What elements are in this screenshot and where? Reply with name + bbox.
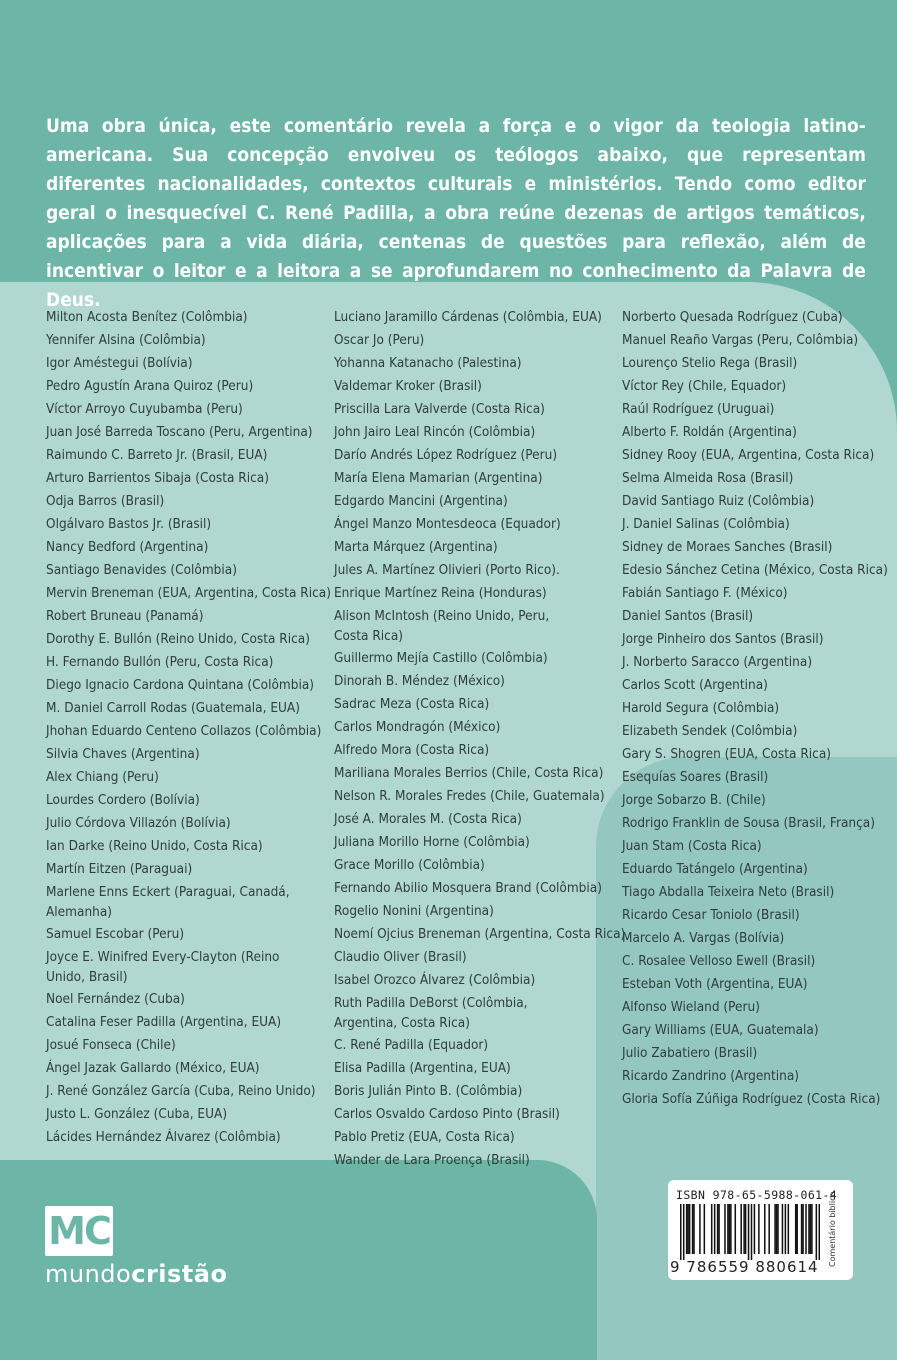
barcode-bar	[788, 1204, 790, 1254]
author-entry: Sidney Rooy (EUA, Argentina, Costa Rica)	[622, 447, 875, 463]
barcode-bar	[718, 1204, 720, 1254]
barcode-bar	[699, 1204, 701, 1254]
author-entry: J. René González García (Cuba, Reino Unido)	[46, 1083, 316, 1099]
authors-column-3	[622, 306, 897, 1111]
barcode-bars	[680, 1204, 820, 1260]
barcode-bar	[692, 1204, 694, 1254]
author-entry: Isabel Orozco Álvarez (Colômbia)	[334, 972, 536, 988]
author-entry: Ángel Manzo Montesdeoca (Equador)	[334, 516, 561, 532]
author-entry: Esteban Voth (Argentina, EUA)	[622, 976, 808, 992]
author-entry: Robert Bruneau (Panamá)	[46, 608, 204, 624]
author-entry: Wander de Lara Proença (Brasil)	[334, 1152, 530, 1168]
author-entry: Carlos Scott (Argentina)	[622, 677, 768, 693]
barcode-bar	[810, 1204, 812, 1254]
barcode-bar	[777, 1204, 779, 1254]
author-entry: Raimundo C. Barreto Jr. (Brasil, EUA)	[46, 447, 268, 463]
author-entry: Carlos Mondragón (México)	[334, 719, 501, 735]
publisher-wordmark	[45, 1260, 227, 1288]
author-entry: Edesio Sánchez Cetina (México, Costa Rica)	[622, 562, 888, 578]
author-entry: J. Norberto Saracco (Argentina)	[622, 654, 813, 670]
author-entry: Carlos Osvaldo Cardoso Pinto (Brasil)	[334, 1106, 560, 1122]
barcode-bar	[802, 1204, 804, 1254]
author-entry: Jules A. Martínez Olivieri (Porto Rico).	[334, 562, 560, 578]
author-entry: Igor Améstegui (Bolívia)	[46, 355, 193, 371]
author-entry: Mariliana Morales Berrios (Chile, Costa Rica)	[334, 765, 604, 781]
author-entry: Milton Acosta Benítez (Colômbia)	[46, 309, 248, 325]
authors-column-1	[46, 306, 363, 1149]
author-entry: Catalina Feser Padilla (Argentina, EUA)	[46, 1014, 282, 1030]
author-entry: Víctor Arroyo Cuyubamba (Peru)	[46, 401, 243, 417]
author-entry: Diego Ignacio Cardona Quintana (Colômbia)	[46, 677, 315, 693]
author-entry: Guillermo Mejía Castillo (Colômbia)	[334, 650, 548, 666]
barcode-side-label: Comentário bíblico	[828, 1192, 837, 1268]
author-entry: M. Daniel Carroll Rodas (Guatemala, EUA)	[46, 700, 300, 716]
author-entry: Ricardo Cesar Toniolo (Brasil)	[622, 907, 800, 923]
author-entry: Julio Zabatiero (Brasil)	[622, 1045, 758, 1061]
author-entry: Odja Barros (Brasil)	[46, 493, 165, 509]
author-entry: Lourdes Cordero (Bolívia)	[46, 792, 200, 808]
author-entry: Juliana Morillo Horne (Colômbia)	[334, 834, 530, 850]
author-entry: Valdemar Kroker (Brasil)	[334, 378, 482, 394]
author-entry: Daniel Santos (Brasil)	[622, 608, 754, 624]
author-entry: María Elena Mamarian (Argentina)	[334, 470, 543, 486]
author-entry: Yohanna Katanacho (Palestina)	[334, 355, 522, 371]
authors-column-2	[334, 306, 658, 1172]
barcode-bar	[764, 1204, 766, 1254]
barcode-bar	[727, 1204, 729, 1254]
barcode-bar	[714, 1204, 716, 1254]
author-entry: Ruth Padilla DeBorst (Colômbia, Argentina, Costa Rica)	[334, 995, 528, 1031]
author-entry: Santiago Benavides (Colômbia)	[46, 562, 237, 578]
author-entry: Alex Chiang (Peru)	[46, 769, 159, 785]
author-entry: C. René Padilla (Equador)	[334, 1037, 489, 1053]
barcode-bar	[782, 1204, 784, 1254]
author-entry: Gary Williams (EUA, Guatemala)	[622, 1022, 819, 1038]
barcode-bar	[717, 1204, 719, 1254]
barcode-bar	[776, 1204, 778, 1254]
author-entry: Noemí Ojcius Breneman (Argentina, Costa Rica)	[334, 926, 626, 942]
wordmark-light: mundo	[45, 1260, 132, 1288]
barcode-bar	[687, 1204, 689, 1254]
author-entry: Enrique Martínez Reina (Honduras)	[334, 585, 547, 601]
barcode-bar	[774, 1204, 776, 1254]
author-entry: Yennifer Alsina (Colômbia)	[46, 332, 206, 348]
barcode-bar	[816, 1204, 818, 1260]
author-entry: Sidney de Moraes Sanches (Brasil)	[622, 539, 833, 555]
author-entry: Joyce E. Winifred Every-Clayton (Reino Unido, Brasil)	[46, 949, 280, 985]
author-entry: Pedro Agustín Arana Quiroz (Peru)	[46, 378, 254, 394]
author-entry: Esequías Soares (Brasil)	[622, 769, 769, 785]
author-entry: Lourenço Stelio Rega (Brasil)	[622, 355, 798, 371]
barcode-bar	[808, 1204, 810, 1254]
author-entry: John Jairo Leal Rincón (Colômbia)	[334, 424, 536, 440]
author-entry: Elisa Padilla (Argentina, EUA)	[334, 1060, 511, 1076]
author-entry: Marcelo A. Vargas (Bolívia)	[622, 930, 785, 946]
author-entry: Samuel Escobar (Peru)	[46, 926, 185, 942]
author-entry: Eduardo Tatángelo (Argentina)	[622, 861, 808, 877]
author-entry: Arturo Barrientos Sibaja (Costa Rica)	[46, 470, 269, 486]
barcode-bar	[785, 1204, 787, 1254]
author-entry: Jorge Pinheiro dos Santos (Brasil)	[622, 631, 824, 647]
author-entry: J. Daniel Salinas (Colômbia)	[622, 516, 790, 532]
barcode-bar	[801, 1204, 803, 1254]
author-entry: Silvia Chaves (Argentina)	[46, 746, 200, 762]
barcode-bar	[811, 1204, 813, 1254]
barcode-bar	[745, 1204, 747, 1254]
author-entry: Dorothy E. Bullón (Reino Unido, Costa Rica)	[46, 631, 310, 647]
author-entry: Víctor Rey (Chile, Equador)	[622, 378, 787, 394]
author-entry: Alfredo Mora (Costa Rica)	[334, 742, 490, 758]
author-entry: Priscilla Lara Valverde (Costa Rica)	[334, 401, 545, 417]
author-entry: Alfonso Wieland (Peru)	[622, 999, 760, 1015]
barcode-bar	[751, 1204, 753, 1260]
author-entry: Selma Almeida Rosa (Brasil)	[622, 470, 794, 486]
author-entry: Olgálvaro Bastos Jr. (Brasil)	[46, 516, 212, 532]
author-entry: Justo L. González (Cuba, EUA)	[46, 1106, 228, 1122]
barcode-bar	[740, 1204, 742, 1254]
author-entry: Dinorah B. Méndez (México)	[334, 673, 505, 689]
author-entry: Nelson R. Morales Fredes (Chile, Guatemala)	[334, 788, 605, 804]
author-entry: Sadrac Meza (Costa Rica)	[334, 696, 490, 712]
author-entry: Fabián Santiago F. (México)	[622, 585, 788, 601]
mc-logo-mark: MC	[45, 1206, 113, 1256]
author-entry: Ángel Jazak Gallardo (México, EUA)	[46, 1060, 260, 1076]
author-entry: Nancy Bedford (Argentina)	[46, 539, 209, 555]
author-entry: Rogelio Nonini (Argentina)	[334, 903, 494, 919]
barcode-bar	[796, 1204, 798, 1254]
author-entry: Ricardo Zandrino (Argentina)	[622, 1068, 800, 1084]
author-entry: C. Rosalee Velloso Ewell (Brasil)	[622, 953, 816, 969]
barcode-bar	[743, 1204, 745, 1254]
barcode-bar	[768, 1204, 770, 1254]
author-entry: Josué Fonseca (Chile)	[46, 1037, 176, 1053]
author-entry: Claudio Oliver (Brasil)	[334, 949, 467, 965]
author-entry: Julio Córdova Villazón (Bolívia)	[46, 815, 231, 831]
author-entry: Jorge Sobarzo B. (Chile)	[622, 792, 766, 808]
author-entry: Grace Morillo (Colômbia)	[334, 857, 485, 873]
barcode-bar	[819, 1204, 820, 1260]
author-entry: Harold Segura (Colômbia)	[622, 700, 780, 716]
author-entry: Boris Julián Pinto B. (Colômbia)	[334, 1083, 523, 1099]
barcode-bar	[693, 1204, 695, 1254]
author-entry: Darío Andrés López Rodríguez (Peru)	[334, 447, 558, 463]
author-entry: Elizabeth Sendek (Colômbia)	[622, 723, 798, 739]
author-entry: Tiago Abdalla Teixeira Neto (Brasil)	[622, 884, 835, 900]
author-entry: Juan José Barreda Toscano (Peru, Argentina)	[46, 424, 313, 440]
author-entry: Luciano Jaramillo Cárdenas (Colômbia, EUA)	[334, 309, 602, 325]
author-entry: Gloria Sofía Zúñiga Rodríguez (Costa Rica)	[622, 1091, 881, 1107]
barcode-bar	[711, 1204, 713, 1254]
author-entry: Alberto F. Roldán (Argentina)	[622, 424, 797, 440]
author-entry: Martín Eitzen (Paraguai)	[46, 861, 193, 877]
author-entry: Raúl Rodríguez (Uruguai)	[622, 401, 775, 417]
author-entry: Rodrigo Franklin de Sousa (Brasil, França)	[622, 815, 875, 831]
barcode-bar	[795, 1204, 797, 1254]
author-entry: Lácides Hernández Álvarez (Colômbia)	[46, 1129, 281, 1145]
barcode-bar	[724, 1204, 726, 1254]
author-entry: Mervin Breneman (EUA, Argentina, Costa Rica)	[46, 585, 331, 601]
author-entry: H. Fernando Bullón (Peru, Costa Rica)	[46, 654, 274, 670]
author-entry: José A. Morales M. (Costa Rica)	[334, 811, 522, 827]
author-entry: Manuel Reaño Vargas (Peru, Colômbia)	[622, 332, 859, 348]
barcode-bar	[704, 1204, 706, 1254]
barcode-bar	[683, 1204, 685, 1260]
author-entry: Norberto Quesada Rodríguez (Cuba)	[622, 309, 843, 325]
isbn-text: ISBN 978-65-5988-061-4	[676, 1188, 838, 1202]
barcode-box	[668, 1180, 853, 1280]
barcode-bar	[758, 1204, 760, 1254]
barcode-bar	[680, 1204, 682, 1260]
barcode-bar	[689, 1204, 691, 1254]
intro-paragraph: Uma obra única, este comentário revela a força e o vigor da teologia latino-americana. Sua concepção envolveu os teólogos abaixo, que representam diferentes nacionalidades, contextos culturais e ministérios. Tendo como editor geral o inesquecível C. René Padilla, a obra reúne dezenas de artigos temáticos, aplicações para a vida diária, centenas de questões para reflexão, além de incentivar o leitor e a leitora a se aprofundarem no conhecimento da Palavra de Deus.	[46, 115, 866, 311]
barcode-bar	[805, 1204, 807, 1254]
author-entry: Pablo Pretiz (EUA, Costa Rica)	[334, 1129, 515, 1145]
author-entry: Noel Fernández (Cuba)	[46, 991, 185, 1007]
author-entry: Jhohan Eduardo Centeno Collazos (Colômbia)	[46, 723, 322, 739]
author-entry: Ian Darke (Reino Unido, Costa Rica)	[46, 838, 263, 854]
barcode-bar	[730, 1204, 732, 1254]
author-entry: Juan Stam (Costa Rica)	[622, 838, 762, 854]
publisher-logo	[45, 1206, 227, 1288]
author-entry: Alison McIntosh (Reino Unido, Peru, Costa Rica)	[334, 608, 550, 644]
author-entry: Gary S. Shogren (EUA, Costa Rica)	[622, 746, 832, 762]
wordmark-bold: cristão	[131, 1260, 228, 1288]
author-entry: Marlene Enns Eckert (Paraguai, Canadá, Alemanha)	[46, 884, 290, 920]
barcode-bar	[748, 1204, 750, 1260]
author-entry: Fernando Abilio Mosquera Brand (Colômbia)	[334, 880, 602, 896]
author-entry: Marta Márquez (Argentina)	[334, 539, 498, 555]
barcode-bar	[754, 1204, 756, 1254]
author-entry: Oscar Jo (Peru)	[334, 332, 425, 348]
author-entry: Edgardo Mancini (Argentina)	[334, 493, 508, 509]
author-entry: David Santiago Ruiz (Colômbia)	[622, 493, 815, 509]
barcode-bar	[686, 1204, 688, 1254]
barcode-bar	[729, 1204, 731, 1254]
barcode-digits: 9 786559 880614	[670, 1258, 819, 1276]
barcode-bar	[735, 1204, 737, 1254]
